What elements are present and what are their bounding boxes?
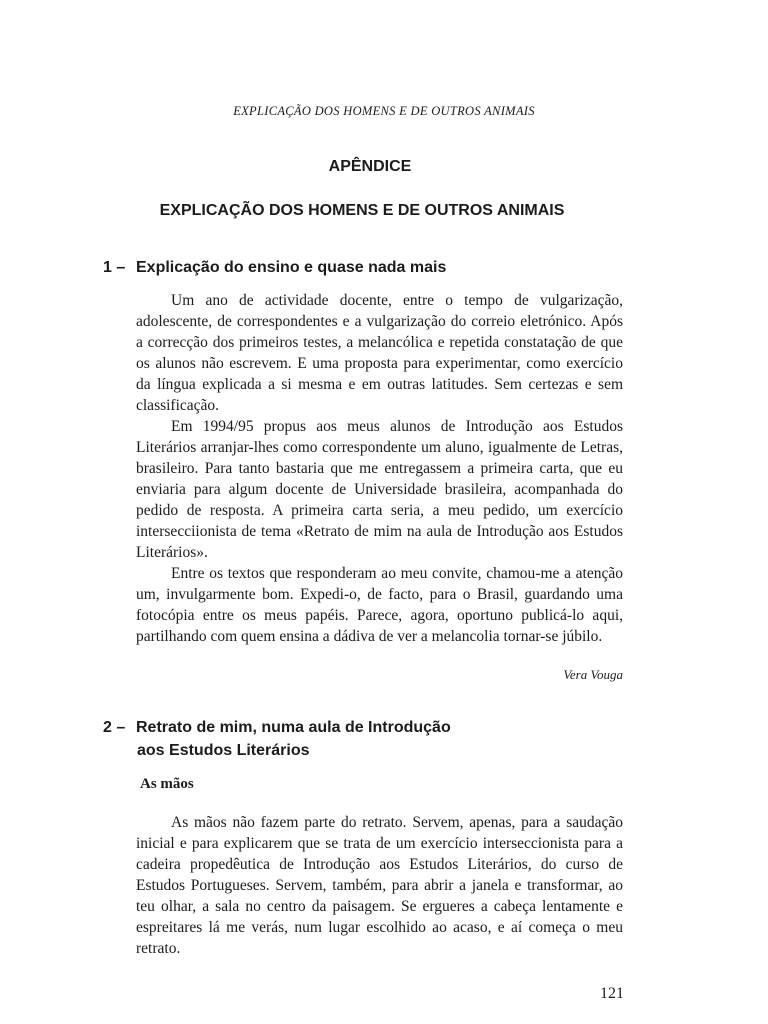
- section-2-number: 2 –: [103, 719, 126, 736]
- section-1-number: 1 –: [103, 259, 126, 276]
- subheading-as-maos: As mãos: [140, 776, 194, 792]
- paragraph: Entre os textos que responderam ao meu convite, chamou-me a atenção um, invulgarmente bom. Expedi-o, de facto, para o Brasil, guardando uma fotocópia entre os meus papéis. Parece, agora, oportuno publicá-lo aqui, partilhando com quem ensina a dádiva de ver a melancolia tornar-se júbilo.: [136, 565, 623, 645]
- running-head: EXPLICAÇÃO DOS HOMENS E DE OUTROS ANIMAIS: [233, 104, 535, 118]
- paragraph: As mãos não fazem parte do retrato. Servem, apenas, para a saudação inicial e para explicarem que se trata de um exercício interseccionista para a cadeira propedêutica de Introdução aos Estudos Literários, do curso de Estudos Portugueses. Servem, também, para abrir a janela e transformar, ao teu olhar, a sala no centro da paisagem. Se ergueres a cabeça lentamente e espreitares lá me verás, num lugar escolhido ao acaso, e aí começa o meu retrato.: [136, 814, 623, 957]
- section-1-heading: [103, 256, 446, 279]
- section-2-body: [136, 812, 623, 959]
- section-1-body: [136, 290, 623, 647]
- page-number: 121: [600, 985, 624, 1002]
- paragraph: Em 1994/95 propus aos meus alunos de Introdução aos Estudos Literários arranjar-lhes como correspondente um aluno, igualmente de Letras, brasileiro. Para tanto bastaria que me entregassem a primeira carta, que eu enviaria para algum docente de Universidade brasileira, acompanhada do pedido de resposta. A primeira carta seria, a meu pedido, um exercício intersecciionista de tema «Retrato de mim na aula de Introdução aos Estudos Literários».: [136, 418, 623, 561]
- section-2-heading: [103, 716, 451, 762]
- section-2-title-line1: Retrato de mim, numa aula de Introdução: [136, 719, 451, 736]
- paragraph: Um ano de actividade docente, entre o tempo de vulgarização, adolescente, de correspondentes e a vulgarização do correio eletrónico. Após a correcção dos primeiros testes, a melancólica e repetida constatação de que os alunos não escrevem. E uma proposta para experimentar, como exercício da língua explicada a si mesma e em outras latitudes. Sem certezas e sem classificação.: [136, 292, 623, 414]
- section-1-title: Explicação do ensino e quase nada mais: [136, 259, 447, 276]
- author-signature: Vera Vouga: [563, 667, 623, 682]
- main-title: EXPLICAÇÃO DOS HOMENS E DE OUTROS ANIMAIS: [159, 202, 565, 219]
- section-2-title-line2: aos Estudos Literários: [137, 742, 310, 759]
- appendix-title: APÊNDICE: [328, 158, 412, 175]
